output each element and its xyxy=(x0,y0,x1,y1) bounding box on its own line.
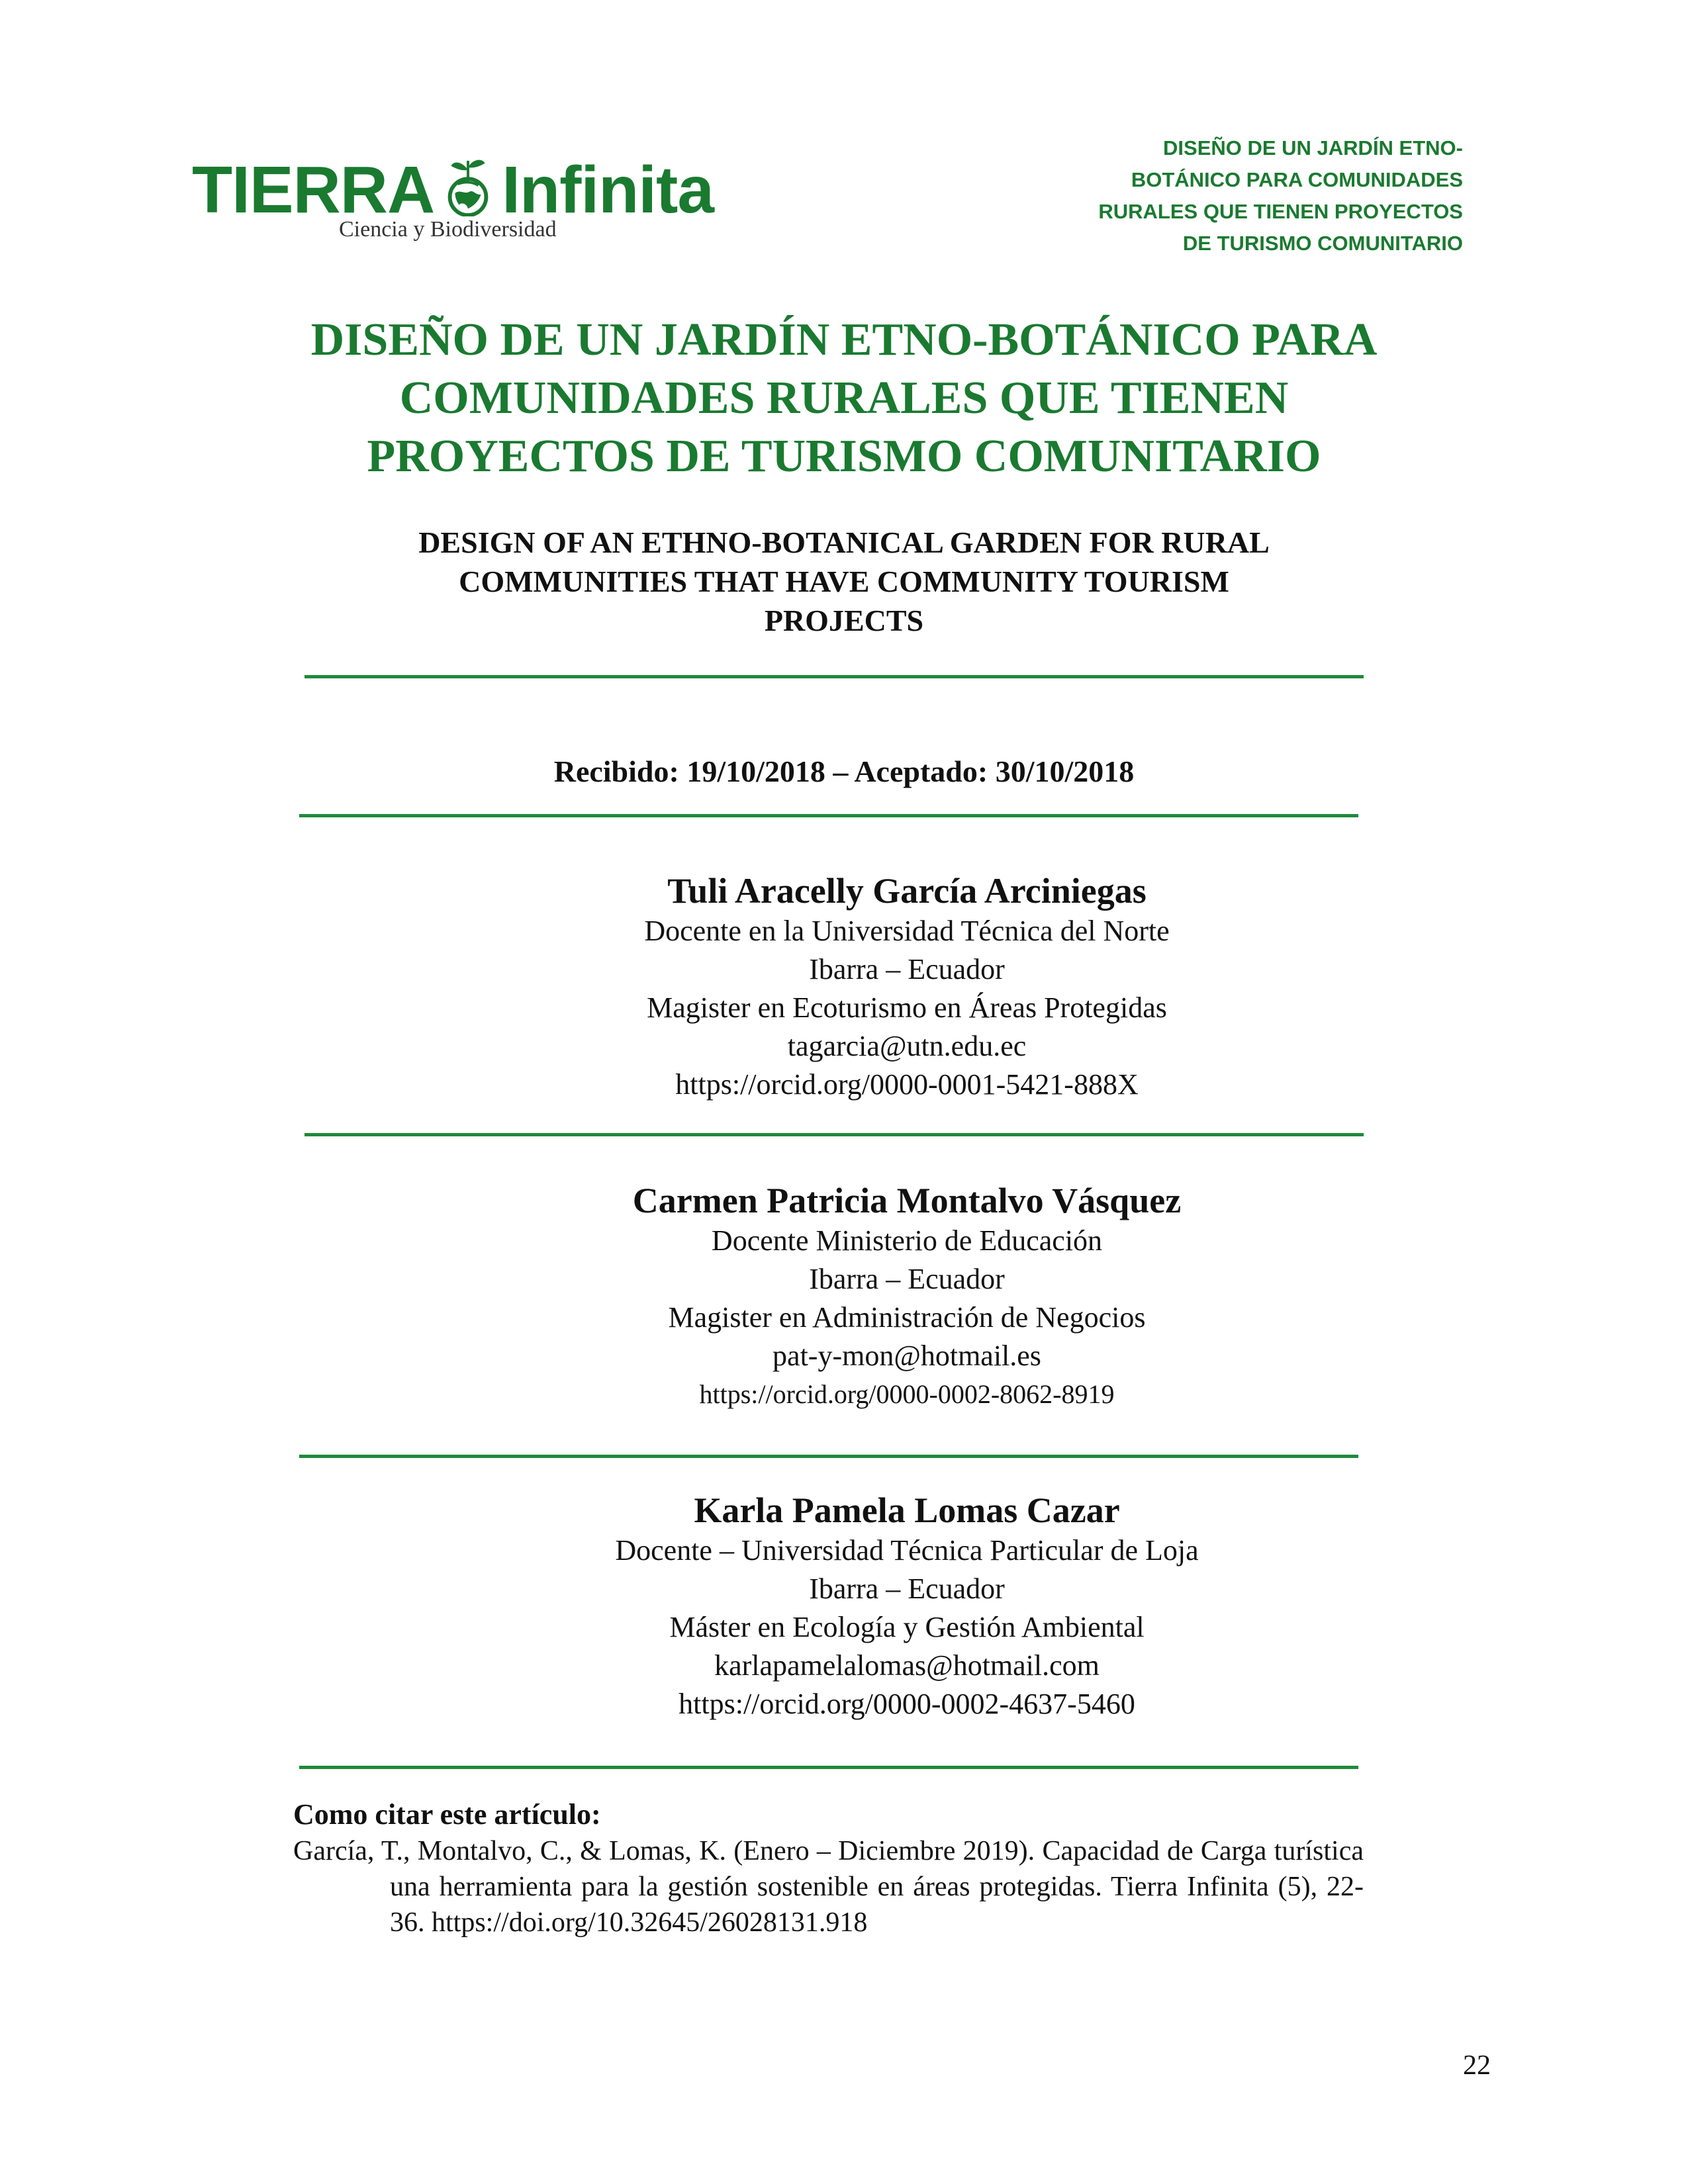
divider xyxy=(305,675,1364,678)
divider xyxy=(299,814,1358,817)
article-title xyxy=(218,311,1470,486)
logo-tagline: Ciencia y Biodiversidad xyxy=(339,217,557,242)
author-block xyxy=(516,1179,1297,1414)
title-line: COMUNIDADES RURALES QUE TIENEN xyxy=(399,373,1289,424)
author-email[interactable]: pat-y-mon@hotmail.es xyxy=(773,1340,1041,1372)
author-block xyxy=(516,870,1297,1104)
author-block xyxy=(516,1489,1297,1723)
author-location: Ibarra – Ecuador xyxy=(809,953,1005,985)
author-position: Docente en la Universidad Técnica del Norte xyxy=(644,915,1170,947)
author-email[interactable]: karlapamelalomas@hotmail.com xyxy=(714,1649,1100,1682)
author-degree: Máster en Ecología y Gestión Ambiental xyxy=(669,1611,1145,1643)
author-position: Docente Ministerio de Educación xyxy=(711,1224,1103,1257)
running-header-line: DE TURISMO COMUNITARIO xyxy=(1182,232,1463,255)
globe-sprout-icon xyxy=(436,157,500,216)
page-number: 22 xyxy=(1463,2050,1491,2081)
title-line: DISEÑO DE UN JARDÍN ETNO-BOTÁNICO PARA xyxy=(310,314,1378,365)
author-name: Carmen Patricia Montalvo Vásquez xyxy=(632,1181,1182,1220)
running-header-line: RURALES QUE TIENEN PROYECTOS xyxy=(1098,200,1463,223)
article-subtitle xyxy=(218,523,1470,640)
running-header-line: DISEÑO DE UN JARDÍN ETNO- xyxy=(1163,136,1463,159)
citation-heading: Como citar este artículo: xyxy=(293,1798,601,1831)
title-line: PROYECTOS DE TURISMO COMUNITARIO xyxy=(367,431,1321,482)
divider xyxy=(299,1455,1358,1458)
running-header xyxy=(1000,132,1463,259)
logo-word-right: Infinita xyxy=(502,153,714,227)
divider xyxy=(305,1133,1364,1136)
logo-wordmark xyxy=(192,154,714,226)
author-name: Karla Pamela Lomas Cazar xyxy=(694,1490,1120,1530)
logo-word-left: TIERRA xyxy=(192,153,435,227)
journal-logo xyxy=(192,119,714,251)
author-email[interactable]: tagarcia@utn.edu.ec xyxy=(787,1030,1027,1062)
citation-text: García, T., Montalvo, C., & Lomas, K. (Enero – Diciembre 2019). Capacidad de Carga turística una herramienta para la gestión sostenible en áreas protegidas. Tierra Infinita (5), 22-36. https://doi.org/10.32645/26028131.918 xyxy=(293,1836,1364,1938)
author-orcid-link[interactable]: https://orcid.org/0000-0002-4637-5460 xyxy=(679,1688,1135,1720)
author-orcid-link[interactable]: https://orcid.org/0000-0002-8062-8919 xyxy=(699,1379,1115,1409)
subtitle-line: DESIGN OF AN ETHNO-BOTANICAL GARDEN FOR RURAL xyxy=(418,525,1270,559)
author-degree: Magister en Administración de Negocios xyxy=(668,1301,1146,1334)
received-accepted-dates: Recibido: 19/10/2018 – Aceptado: 30/10/2018 xyxy=(553,754,1135,788)
subtitle-line: PROJECTS xyxy=(764,604,924,637)
running-header-line: BOTÁNICO PARA COMUNIDADES xyxy=(1131,168,1463,191)
subtitle-line: COMMUNITIES THAT HAVE COMMUNITY TOURISM xyxy=(459,565,1229,598)
author-location: Ibarra – Ecuador xyxy=(809,1263,1005,1295)
author-location: Ibarra – Ecuador xyxy=(809,1572,1005,1605)
author-degree: Magister en Ecoturismo en Áreas Protegidas xyxy=(647,991,1167,1024)
author-orcid-link[interactable]: https://orcid.org/0000-0001-5421-888X xyxy=(675,1068,1139,1101)
divider xyxy=(299,1766,1358,1769)
author-position: Docente – Universidad Técnica Particular de Loja xyxy=(615,1534,1199,1567)
author-name: Tuli Aracelly García Arciniegas xyxy=(667,871,1147,911)
